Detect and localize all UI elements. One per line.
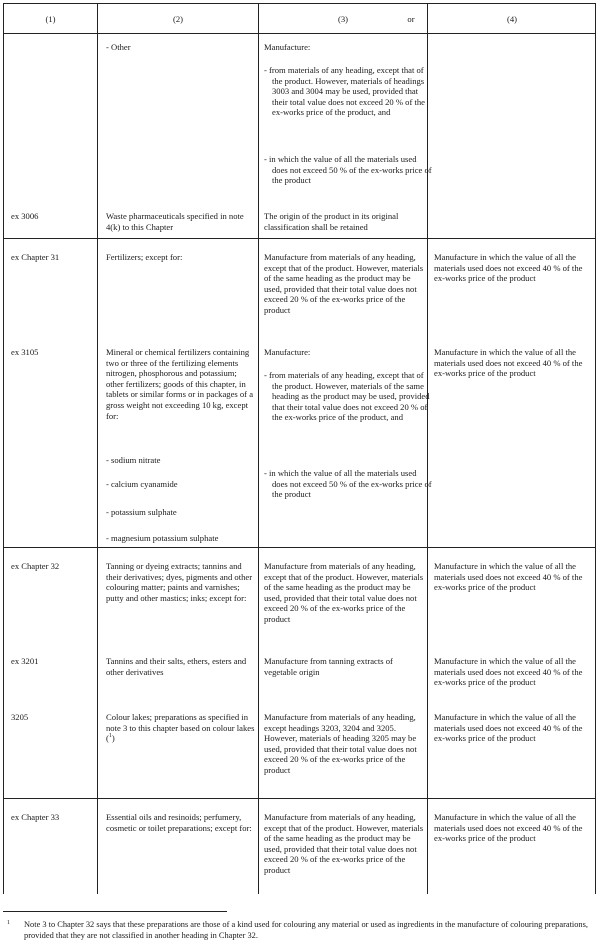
table-row-alt-rule: Manufacture in which the value of all the materials used does not exceed 40 % of the ex-works price of the product <box>434 561 583 593</box>
table-row-alt-rule: Manufacture in which the value of all the materials used does not exceed 40 % of the ex-works price of the product <box>434 347 583 379</box>
table-row-alt-rule: Manufacture in which the value of all the materials used does not exceed 40 % of the ex-works price of the product <box>434 656 583 688</box>
table-row-description: Tannins and their salts, ethers, esters and other derivatives <box>106 656 247 677</box>
table-row-rule: Manufacture from materials of any heading, except that of the product. However, materials of the same heading as the product may be used, provided that their total value does not exceed 20 % of the ex-works price of the product <box>264 561 424 624</box>
table-row-description: - Other <box>106 42 131 52</box>
table-row-rule: Manufacture from materials of any heading, except headings 3203, 3204 and 3205. However, materials of heading 3205 may be used, provided that their total value does not exceed 20 % of the ex-works price of the product <box>264 712 417 775</box>
table-row-description: Tanning or dyeing extracts; tannins and their derivatives; dyes, pigments and other colouring matter; paints and varnishes; putty and other mastics; inks; except for: <box>106 561 253 603</box>
header-col-2: (2) <box>172 14 184 24</box>
footnote-separator <box>3 911 227 912</box>
table-row-exception-item: - calcium cyanamide <box>106 479 178 489</box>
table-row-description: Waste pharmaceuticals specified in note 4(k) to this Chapter <box>106 211 244 232</box>
table-row-rule: The origin of the product in its original classification shall be retained <box>264 211 399 232</box>
table-row-exception-item: - potassium sulphate <box>106 507 177 517</box>
table-row-alt-rule: Manufacture in which the value of all the materials used does not exceed 40 % of the ex-works price of the product <box>434 712 583 744</box>
footnote-text: Note 3 to Chapter 32 says that these preparations are those of a kind used for colouring any material or used as ingredients in the manufacture of colouring preparations, provided that they are not classified in another heading in Chapter 32. <box>24 920 588 940</box>
table-row-alt-rule: Manufacture in which the value of all the materials used does not exceed 40 % of the ex-works price of the product <box>434 252 583 284</box>
table-row-exception-item: - magnesium potassium sulphate <box>106 533 219 543</box>
table-header <box>3 3 596 34</box>
table-row-description: Mineral or chemical fertilizers containing two or three of the fertilizing elements nitrogen, phosphorous and potassium; other fertilizers; goods of this chapter, in tablets or similar forms or in packages of a gross weight not exceeding 10 kg, except for: <box>106 347 254 421</box>
table-row-rule-item: - from materials of any heading, except that of the product. However, materials of headings 3003 and 3004 may be used, provided that their total value does not exceed 20 % of the ex-works price of the product, and <box>264 65 425 118</box>
table-row-code: ex 3105 <box>11 347 39 357</box>
table-row-code: 3205 <box>11 712 29 722</box>
table-row-description <box>106 712 256 744</box>
table-row-description: Fertilizers; except for: <box>106 252 183 262</box>
table-row-rule-intro: Manufacture: <box>264 347 311 357</box>
table-row-rule: Manufacture from materials of any heading, except that of the product. However, materials of the same heading as the product may be used, provided that their total value does not exceed 20 % of the ex-works price of the product <box>264 812 424 875</box>
table-row-exception-item: - sodium nitrate <box>106 455 161 465</box>
column-divider <box>97 33 98 894</box>
table-row-code: ex Chapter 33 <box>11 812 60 822</box>
column-divider <box>258 33 259 894</box>
description-text: Colour lakes; preparations as specified in note 3 to this chapter based on colour lakes ( <box>106 712 255 744</box>
table-row-alt-rule: Manufacture in which the value of all the materials used does not exceed 40 % of the ex-works price of the product <box>434 812 583 844</box>
row-divider <box>4 798 595 799</box>
table-row-code: ex 3201 <box>11 656 39 666</box>
table-row-rule: Manufacture from tanning extracts of vegetable origin <box>264 656 393 677</box>
table-row-rule-item: - from materials of any heading, except that of the product. However, materials of the same heading as the product may be used, provided that their total value does not exceed 20 % of the ex-works price of the product, and <box>264 370 430 423</box>
table-body <box>3 33 596 894</box>
table-row-rule-item: - in which the value of all the materials used does not exceed 50 % of the ex-works price of the product <box>264 468 432 500</box>
header-col-3: (3) <box>337 14 349 24</box>
header-col-4: (4) <box>506 14 518 24</box>
footnote-mark: 1 <box>7 920 10 926</box>
row-divider <box>4 547 595 548</box>
footnote-reference: 1 <box>108 733 112 740</box>
table-row-rule-item: - in which the value of all the materials used does not exceed 50 % of the ex-works price of the product <box>264 154 432 186</box>
table-row-rule-intro: Manufacture: <box>264 42 311 52</box>
row-divider <box>4 238 595 239</box>
header-or: or <box>407 14 415 24</box>
table-row-code: ex Chapter 32 <box>11 561 60 571</box>
description-text-end: ) <box>111 733 115 744</box>
table-row-code: ex Chapter 31 <box>11 252 60 262</box>
header-col-1: (1) <box>45 14 56 24</box>
table-row-code: ex 3006 <box>11 211 39 221</box>
table-row-rule: Manufacture from materials of any heading, except that of the product. However, materials of the same heading as the product may be used, provided that their total value does not exceed 20 % of the ex-works price of the product <box>264 252 424 315</box>
table-row-description: Essential oils and resinoids; perfumery, cosmetic or toilet preparations; except for: <box>106 812 252 833</box>
